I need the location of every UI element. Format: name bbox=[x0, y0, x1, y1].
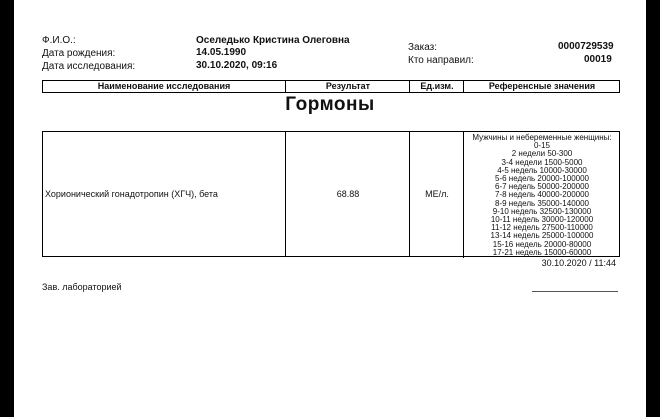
reference-values bbox=[463, 132, 620, 258]
patient-info bbox=[14, 0, 646, 80]
birth-date-label: Дата рождения: bbox=[42, 48, 116, 59]
reference-line: 10-11 недель 30000-120000 bbox=[490, 215, 594, 225]
reference-line: 17-21 недель 15000-60000 bbox=[492, 247, 592, 257]
reference-line: 3-4 недели 1500-5000 bbox=[501, 157, 583, 167]
test-result: 68.88 bbox=[285, 132, 410, 256]
reference-line: Мужчины и небеременные женщины: bbox=[472, 133, 612, 142]
section-title: Гормоны bbox=[285, 94, 375, 115]
reference-line: 0-15 bbox=[533, 141, 550, 151]
reference-line: 4-5 недель 10000-30000 bbox=[497, 165, 587, 175]
reference-line: 15-16 недель 20000-80000 bbox=[492, 239, 592, 249]
referrer-label: Кто направил: bbox=[408, 55, 474, 66]
study-date: 30.10.2020, 09:16 bbox=[196, 60, 278, 71]
table-row bbox=[42, 131, 620, 257]
col-result-header: Результат bbox=[285, 81, 410, 92]
reference-line: 11-12 недель 27500-110000 bbox=[491, 223, 593, 233]
order-number: 0000729539 bbox=[558, 41, 614, 52]
fio-label: Ф.И.О.: bbox=[42, 35, 76, 46]
col-ref-header: Референсные значения bbox=[463, 81, 620, 92]
reference-line: 2 недели 50-300 bbox=[511, 149, 573, 159]
head-of-lab-label: Зав. лабораторией bbox=[42, 282, 122, 292]
referrer-code: 00019 bbox=[584, 54, 612, 65]
signature-line bbox=[532, 291, 618, 292]
reference-line: 5-6 недель 20000-100000 bbox=[495, 174, 589, 184]
reference-line: 7-8 недель 40000-200000 bbox=[495, 190, 589, 200]
lab-report-page bbox=[14, 0, 646, 417]
col-unit-header: Ед.изм. bbox=[409, 81, 464, 92]
test-name: Хорионический гонадотропин (ХГЧ), бета bbox=[45, 189, 218, 199]
birth-date: 14.05.1990 bbox=[196, 47, 247, 58]
reference-line: 6-7 недель 50000-200000 bbox=[495, 182, 589, 192]
patient-name: Оселедько Кристина Олеговна bbox=[196, 35, 350, 46]
reference-line: 9-10 недель 32500-130000 bbox=[492, 206, 592, 216]
order-label: Заказ: bbox=[408, 42, 438, 53]
report-timestamp: 30.10.2020 / 11:44 bbox=[541, 258, 616, 268]
study-date-label: Дата исследования: bbox=[42, 61, 136, 72]
reference-line: 8-9 недель 35000-140000 bbox=[495, 198, 589, 208]
col-name-header: Наименование исследования bbox=[97, 81, 231, 91]
results-column-header bbox=[42, 80, 620, 93]
test-unit: МЕ/л. bbox=[409, 132, 464, 256]
reference-line: 13-14 недель 25000-100000 bbox=[490, 231, 594, 241]
